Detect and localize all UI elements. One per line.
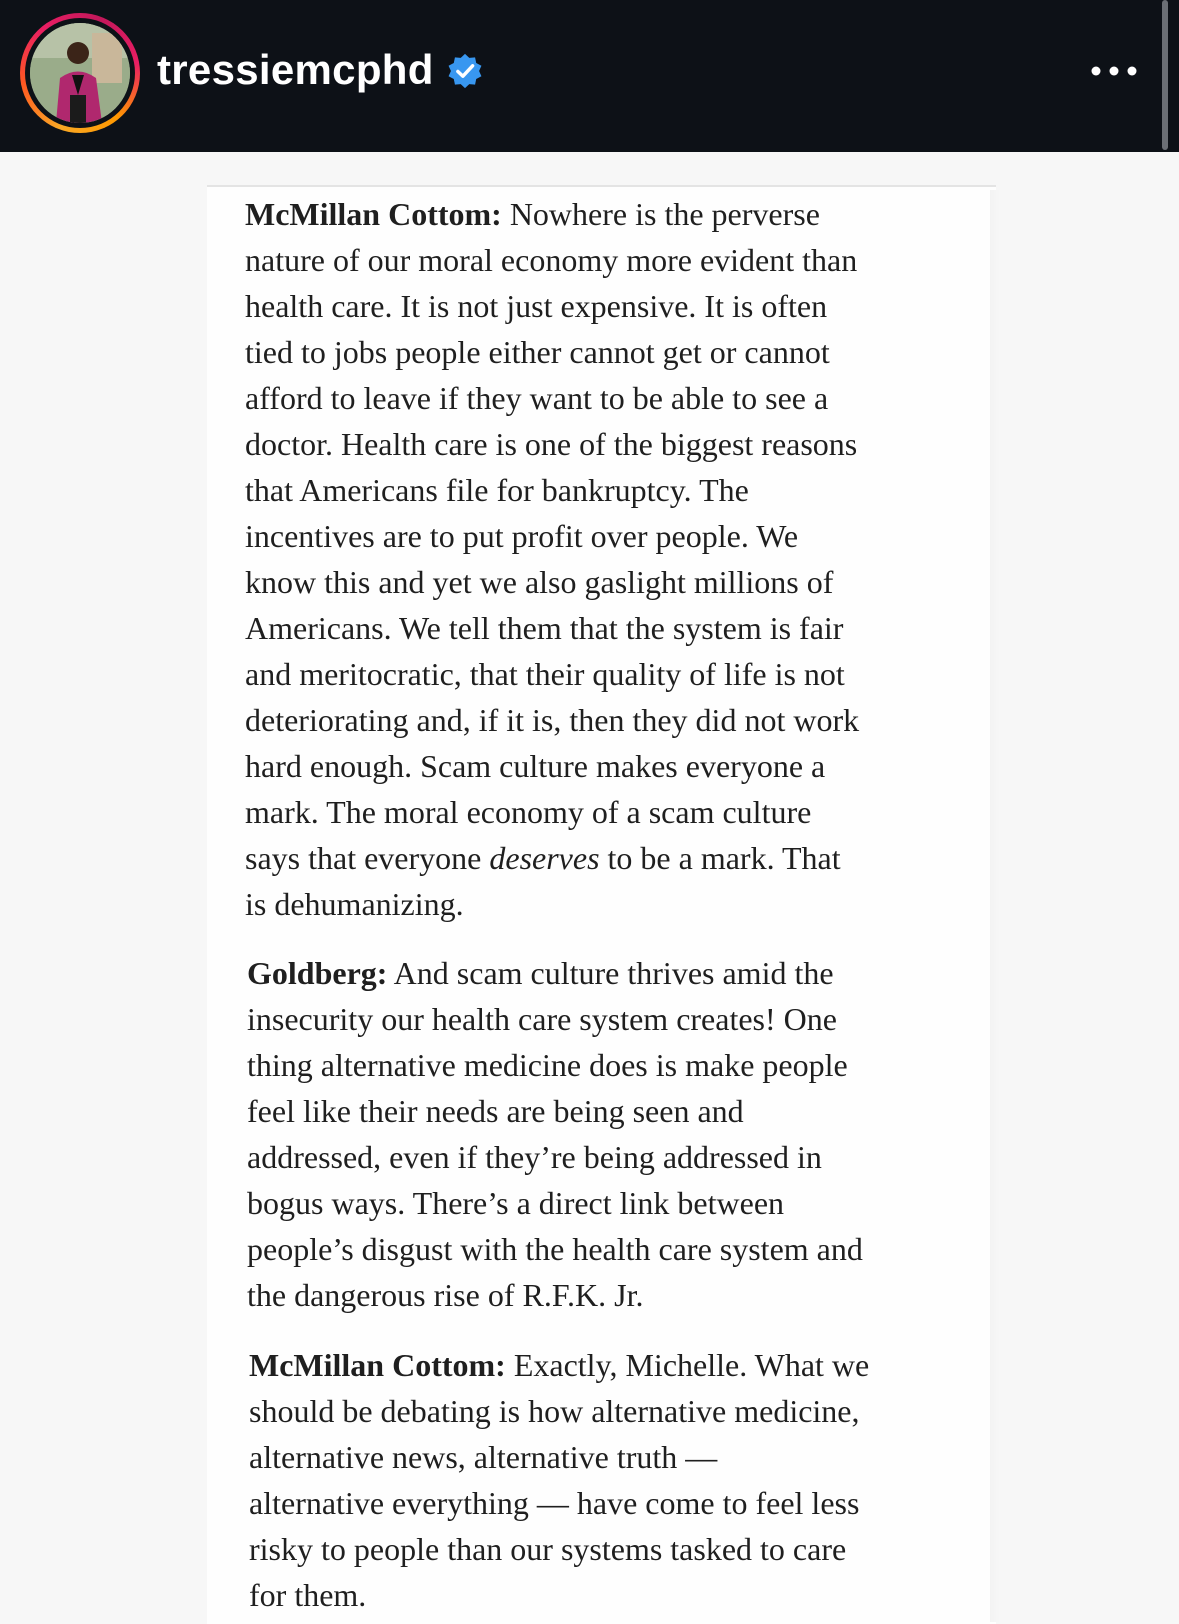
verified-badge-icon: [446, 52, 484, 90]
article-paragraph: [247, 950, 1007, 1318]
paragraph-text: And scam culture thrives amid the insecurity our health care system creates! One thing alternative medicine does is make people feel like their needs are being seen and addressed, even if they’re being addressed in bogus ways. There’s a direct link between people’s disgust with the health care system and the dangerous rise of R.F.K. Jr.: [247, 955, 863, 1313]
avatar-photo: [30, 23, 130, 123]
story-ring[interactable]: [20, 13, 140, 133]
emphasis-text: deserves: [489, 840, 600, 876]
speaker-label: McMillan Cottom:: [249, 1347, 506, 1383]
paragraph-text: Exactly, Michelle. What we should be debating is how alternative medicine, alternative news, alternative truth — alternative everything — have come to feel less risky to people than our systems tasked to care for them.: [249, 1347, 870, 1613]
post-header: [0, 0, 1179, 152]
speaker-label: Goldberg:: [247, 955, 388, 991]
avatar[interactable]: [30, 23, 130, 123]
more-horizontal-icon[interactable]: [1088, 56, 1140, 86]
article-paragraph: [245, 191, 1005, 927]
speaker-label: McMillan Cottom:: [245, 196, 502, 232]
username-link[interactable]: tressiemcphd: [157, 46, 434, 93]
scrollbar[interactable]: [1162, 0, 1168, 150]
paragraph-text-end: to be a mark. That is dehumanizing.: [245, 840, 841, 922]
article-paragraph: [249, 1342, 1009, 1618]
paragraph-text: Nowhere is the perverse nature of our moral economy more evident than health care. It is not just expensive. It is often tied to jobs people either cannot get or cannot afford to leave if they want to be able to see a doctor. Health care is one of the biggest reasons that Americans file for bankruptcy. The incentives are to put profit over people. We know this and yet we also gaslight millions of Americans. We tell them that the system is fair and meritocratic, that their quality of life is not deteriorating and, if it is, then they did not work hard enough. Scam culture makes everyone a mark. The moral economy of a scam culture says that everyone: [245, 196, 860, 876]
